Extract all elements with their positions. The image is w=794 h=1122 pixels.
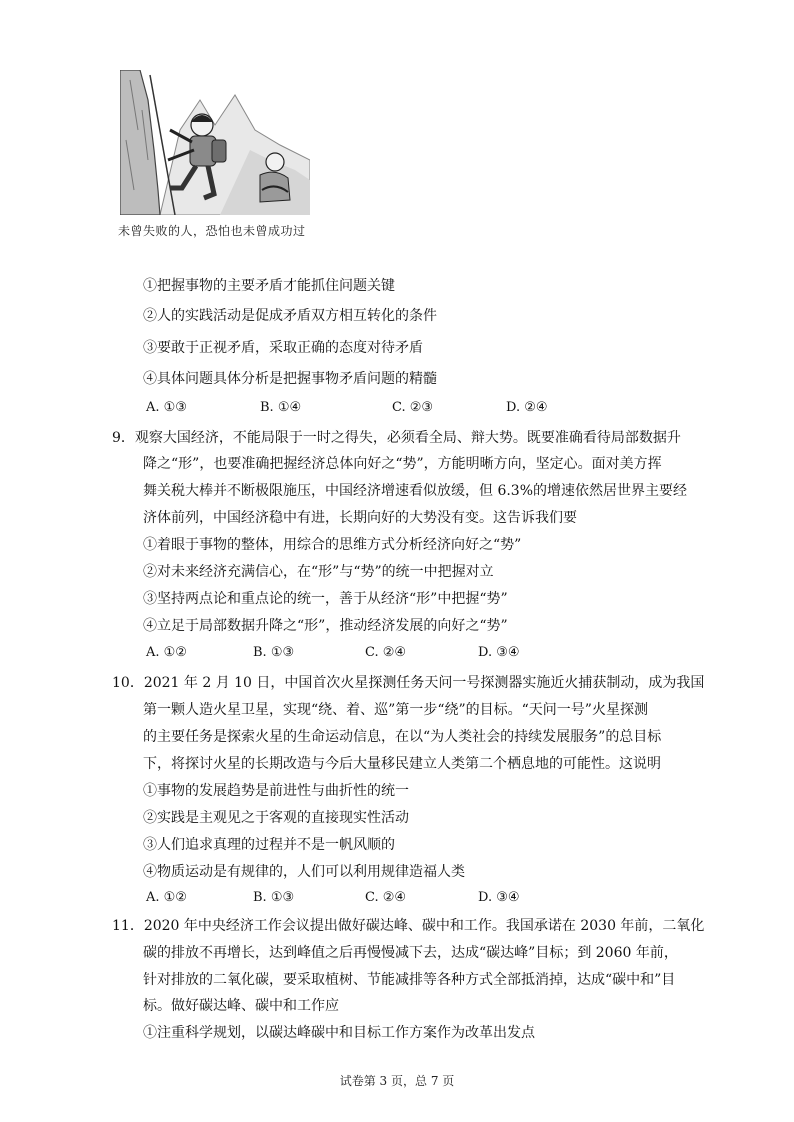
option-d[interactable]: D. ②④ <box>506 400 548 415</box>
option-b[interactable]: B. ①④ <box>260 400 302 415</box>
option-d[interactable]: D. ③④ <box>478 890 520 905</box>
option-b[interactable]: B. ①③ <box>253 645 295 660</box>
option-c[interactable]: C. ②③ <box>392 400 434 415</box>
q9-options <box>0 645 794 665</box>
q9-stem-line-2: 降之“形”，也要准确把握经济总体向好之“势”，方能明晰方向，坚定心。面对美方挥 <box>143 456 662 472</box>
q9-statement-1: ①着眼于事物的整体，用综合的思维方式分析经济向好之“势” <box>143 537 522 553</box>
option-c[interactable]: C. ②④ <box>365 890 407 905</box>
option-c[interactable]: C. ②④ <box>365 645 407 660</box>
cartoon-illustration <box>120 70 310 215</box>
q10-statement-4: ④物质运动是有规律的，人们可以利用规律造福人类 <box>143 864 465 880</box>
q10-stem-line-1: 10．2021 年 2 月 10 日，中国首次火星探测任务天问一号探测器实施近火捕获制动，成为我国 <box>112 675 705 691</box>
option-b[interactable]: B. ①③ <box>253 890 295 905</box>
q10-statement-1: ①事物的发展趋势是前进性与曲折性的统一 <box>143 783 409 799</box>
q10-options <box>0 890 794 910</box>
option-d[interactable]: D. ③④ <box>478 645 520 660</box>
q9-statement-3: ③坚持两点论和重点论的统一，善于从经济“形”中把握“势” <box>143 591 508 607</box>
q11-stem-line-3: 针对排放的二氧化碳，要采取植树、节能减排等各种方式全部抵消掉，达成“碳中和”目 <box>143 972 676 988</box>
figure-caption: 未曾失败的人，恐怕也未曾成功过 <box>118 224 306 238</box>
q10-statement-2: ②实践是主观见之于客观的直接现实性活动 <box>143 810 409 826</box>
page-footer: 试卷第 3 页，总 7 页 <box>339 1074 455 1088</box>
q11-stem-line-1: 11．2020 年中央经济工作会议提出做好碳达峰、碳中和工作。我国承诺在 2030 年前，二氧化 <box>112 918 705 934</box>
option-a[interactable]: A. ①② <box>146 890 187 905</box>
q10-stem-line-3: 的主要任务是探索火星的生命运动信息，在以“为人类社会的持续发展服务”的总目标 <box>143 729 662 745</box>
q8-statement-3: ③要敢于正视矛盾，采取正确的态度对待矛盾 <box>143 340 423 356</box>
q8-statement-4: ④具体问题具体分析是把握事物矛盾问题的精髓 <box>143 371 437 387</box>
q11-statement-1: ①注重科学规划，以碳达峰碳中和目标工作方案作为改革出发点 <box>143 1025 535 1041</box>
option-a[interactable]: A. ①② <box>146 645 187 660</box>
q8-options <box>0 400 794 420</box>
option-a[interactable]: A. ①③ <box>146 400 187 415</box>
q11-stem-line-2: 碳的排放不再增长，达到峰值之后再慢慢减下去，达成“碳达峰”目标；到 2060 年前， <box>143 945 678 961</box>
q9-stem-line-3: 舞关税大棒并不断极限施压，中国经济增速看似放缓，但 6.3%的增速依然居世界主要经 <box>143 483 688 499</box>
q9-stem-line-1: 9．观察大国经济，不能局限于一时之得失，必须看全局、辩大势。既要准确看待局部数据升 <box>112 430 681 446</box>
q8-statement-1: ①把握事物的主要矛盾才能抓住问题关键 <box>143 278 395 294</box>
q8-statement-2: ②人的实践活动是促成矛盾双方相互转化的条件 <box>143 308 437 324</box>
q10-stem-line-2: 第一颗人造火星卫星，实现“绕、着、巡”第一步“绕”的目标。“天问一号”火星探测 <box>143 702 648 718</box>
q10-statement-3: ③人们追求真理的过程并不是一帆风顺的 <box>143 837 395 853</box>
q9-statement-2: ②对未来经济充满信心，在“形”与“势”的统一中把握对立 <box>143 564 494 580</box>
q11-stem-line-4: 标。做好碳达峰、碳中和工作应 <box>143 998 339 1014</box>
q10-stem-line-4: 下，将探讨火星的长期改造与今后大量移民建立人类第二个栖息地的可能性。这说明 <box>143 756 661 772</box>
q9-statement-4: ④立足于局部数据升降之“形”，推动经济发展的向好之“势” <box>143 618 508 634</box>
q9-stem-line-4: 济体前列，中国经济稳中有进，长期向好的大势没有变。这告诉我们要 <box>143 510 577 526</box>
